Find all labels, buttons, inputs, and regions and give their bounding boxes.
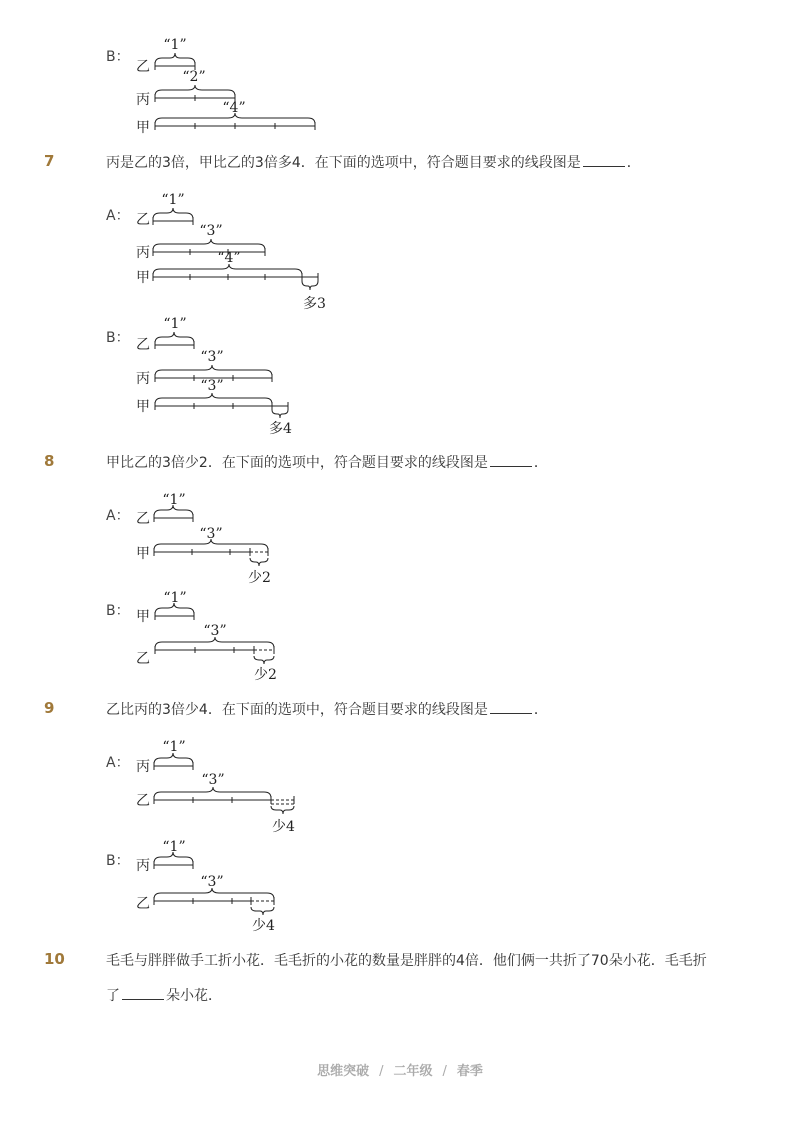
- segment-label: 甲: [136, 546, 150, 562]
- footer-series: 思维突破: [317, 1064, 370, 1079]
- brace-label: “3”: [199, 223, 223, 239]
- segment-label: 甲: [136, 270, 150, 286]
- page-footer: [0, 1060, 800, 1079]
- question-number: 7: [44, 152, 55, 170]
- brace-label: “4”: [222, 100, 246, 116]
- segment-label: 丙: [136, 858, 150, 874]
- brace-label: “1”: [161, 192, 185, 208]
- segment-label: 丙: [136, 245, 150, 261]
- question-suffix: ．: [533, 455, 548, 471]
- footer-separator: /: [379, 1064, 384, 1079]
- extra-label: 少4: [272, 819, 295, 835]
- footer-separator: /: [442, 1064, 447, 1079]
- segment-label: 丙: [136, 371, 150, 387]
- brace-label: “1”: [163, 316, 187, 332]
- question-text-line2: [106, 985, 222, 1005]
- question-text-body: 丙是乙的3倍，甲比乙的3倍多4．在下面的选项中，符合题目要求的线段图是: [106, 155, 581, 171]
- extra-label: 多4: [269, 421, 292, 437]
- option-b-label: B：: [106, 853, 130, 869]
- brace-label: “1”: [163, 37, 187, 53]
- question-number: 10: [44, 950, 65, 968]
- footer-term: 春季: [456, 1064, 483, 1079]
- extra-label: 多3: [303, 296, 326, 312]
- footer-grade: 二年级: [393, 1064, 433, 1079]
- segment-label: 乙: [136, 59, 150, 75]
- option-a-label: A：: [106, 755, 130, 771]
- segment-label: 乙: [136, 896, 150, 912]
- option-b-label: B：: [106, 330, 130, 346]
- question-text-body: 甲比乙的3倍少2．在下面的选项中，符合题目要求的线段图是: [106, 455, 488, 471]
- brace-label: “3”: [201, 772, 225, 788]
- segment-label: 甲: [136, 399, 150, 415]
- segment-label: 甲: [136, 120, 150, 136]
- brace-label: “3”: [200, 349, 224, 365]
- question-text-post: 朵小花．: [166, 988, 222, 1004]
- segment-label: 乙: [136, 337, 150, 353]
- segment-label: 乙: [136, 793, 150, 809]
- brace-label: “3”: [200, 378, 224, 394]
- question-text-line1: 毛毛与胖胖做手工折小花．毛毛折的小花的数量是胖胖的4倍．他们俩一共折了70朵小花．毛毛折: [106, 953, 707, 969]
- brace-label: “3”: [199, 526, 223, 542]
- option-a-label: A：: [106, 508, 130, 524]
- brace-label: “2”: [182, 69, 206, 85]
- question-number: 8: [44, 452, 55, 470]
- segment-label: 乙: [136, 212, 150, 228]
- brace-label: “3”: [200, 874, 224, 890]
- segment-label: 丙: [136, 92, 150, 108]
- option-a-label: A：: [106, 208, 130, 224]
- extra-label: 少4: [252, 918, 275, 934]
- question-suffix: ．: [533, 702, 548, 718]
- brace-label: “1”: [163, 590, 187, 606]
- segment-label: 丙: [136, 759, 150, 775]
- answer-blank[interactable]: [122, 987, 164, 1000]
- extra-label: 少2: [254, 667, 277, 683]
- option-b-label: B：: [106, 603, 130, 619]
- segment-label: 乙: [136, 511, 150, 527]
- segment-label: 甲: [136, 609, 150, 625]
- question-text-body: 乙比丙的3倍少4．在下面的选项中，符合题目要求的线段图是: [106, 702, 488, 718]
- extra-label: 少2: [248, 570, 271, 586]
- brace-label: “1”: [162, 839, 186, 855]
- segment-label: 乙: [136, 651, 150, 667]
- brace-label: “4”: [217, 250, 241, 266]
- question-text-pre: 了: [106, 988, 120, 1004]
- question-number: 9: [44, 699, 55, 717]
- brace-label: “1”: [162, 739, 186, 755]
- brace-label: “1”: [162, 492, 186, 508]
- question-suffix: ．: [626, 155, 641, 171]
- option-b-label: B：: [106, 49, 130, 65]
- brace-label: “3”: [203, 623, 227, 639]
